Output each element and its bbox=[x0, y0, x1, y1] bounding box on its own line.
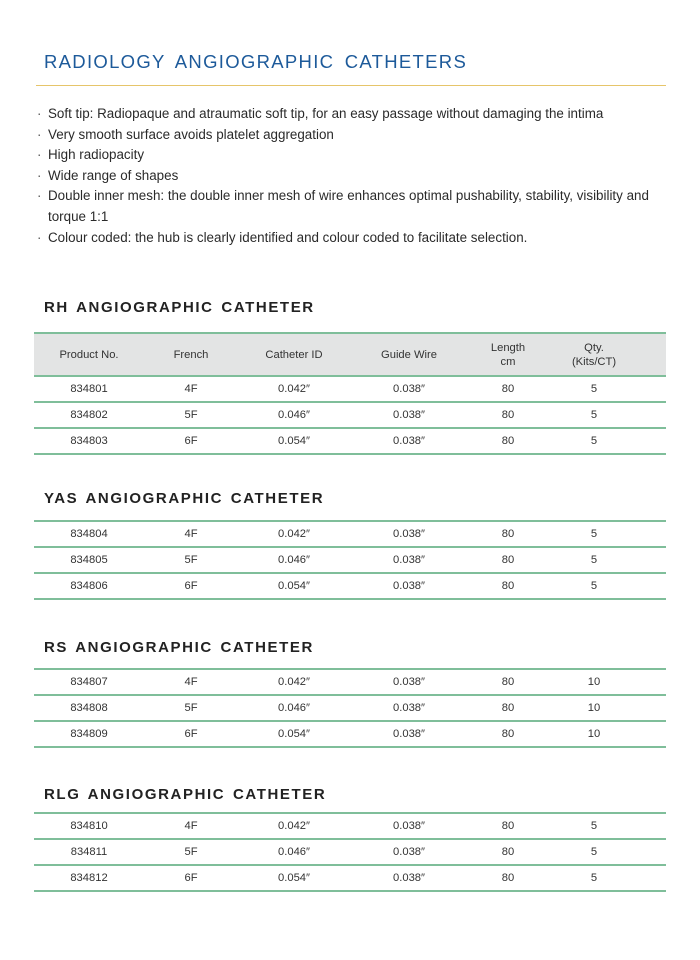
cell-guide-wire: 0.038″ bbox=[393, 872, 425, 884]
header-qty bbox=[548, 334, 640, 375]
header-qty-label: Qty. bbox=[584, 341, 604, 354]
header-qty-unit: (Kits/CT) bbox=[571, 355, 617, 368]
cell-qty: 5 bbox=[590, 820, 598, 832]
rs-catheter-table bbox=[34, 668, 666, 748]
feature-item: · Wide range of shapes bbox=[36, 166, 676, 187]
table-header bbox=[34, 332, 666, 377]
table-row bbox=[34, 866, 666, 892]
cell-product-no: 834810 bbox=[70, 820, 108, 832]
section-title-rs: RS ANGIOGRAPHIC CATHETER bbox=[44, 639, 314, 656]
cell-guide-wire: 0.038″ bbox=[393, 528, 425, 540]
cell-guide-wire: 0.038″ bbox=[393, 554, 425, 566]
section-title-yas: YAS ANGIOGRAPHIC CATHETER bbox=[44, 490, 325, 507]
header-french: French bbox=[173, 348, 209, 361]
table-row bbox=[34, 722, 666, 748]
table-row bbox=[34, 670, 666, 696]
cell-guide-wire: 0.038″ bbox=[393, 383, 425, 395]
table-row bbox=[34, 377, 666, 403]
cell-qty: 5 bbox=[590, 580, 598, 592]
cell-french: 4F bbox=[184, 528, 198, 540]
cell-catheter-id: 0.042″ bbox=[278, 676, 310, 688]
feature-item: · Very smooth surface avoids platelet aggregation bbox=[36, 125, 676, 146]
page-title: RADIOLOGY ANGIOGRAPHIC CATHETERS bbox=[44, 51, 468, 72]
cell-catheter-id: 0.042″ bbox=[278, 383, 310, 395]
cell-product-no: 834807 bbox=[70, 676, 108, 688]
table-row bbox=[34, 429, 666, 455]
cell-french: 6F bbox=[184, 580, 198, 592]
yas-catheter-table bbox=[34, 520, 666, 600]
cell-length: 80 bbox=[501, 872, 515, 884]
cell-french: 6F bbox=[184, 872, 198, 884]
cell-qty: 10 bbox=[587, 728, 601, 740]
cell-qty: 5 bbox=[590, 409, 598, 421]
cell-qty: 5 bbox=[590, 554, 598, 566]
cell-guide-wire: 0.038″ bbox=[393, 435, 425, 447]
header-length-unit: cm bbox=[500, 355, 516, 368]
cell-product-no: 834808 bbox=[70, 702, 108, 714]
cell-product-no: 834806 bbox=[70, 580, 108, 592]
table-row bbox=[34, 403, 666, 429]
cell-product-no: 834809 bbox=[70, 728, 108, 740]
cell-qty: 5 bbox=[590, 435, 598, 447]
feature-item: · Double inner mesh: the double inner mesh of wire enhances optimal pushability, stability, visibility and torque 1:1 bbox=[36, 186, 676, 227]
header-length-label: Length bbox=[490, 341, 526, 354]
cell-length: 80 bbox=[501, 580, 515, 592]
cell-guide-wire: 0.038″ bbox=[393, 820, 425, 832]
cell-qty: 5 bbox=[590, 846, 598, 858]
table-row bbox=[34, 574, 666, 600]
rh-catheter-table bbox=[34, 332, 666, 455]
cell-qty: 5 bbox=[590, 528, 598, 540]
header-guide-wire: Guide Wire bbox=[381, 348, 437, 361]
cell-qty: 10 bbox=[587, 702, 601, 714]
cell-length: 80 bbox=[501, 528, 515, 540]
header-catheter-id: Catheter ID bbox=[265, 348, 323, 361]
cell-french: 5F bbox=[184, 702, 198, 714]
feature-item: · Colour coded: the hub is clearly identified and colour coded to facilitate selection. bbox=[36, 228, 676, 249]
cell-length: 80 bbox=[501, 676, 515, 688]
cell-product-no: 834801 bbox=[70, 383, 108, 395]
cell-french: 4F bbox=[184, 676, 198, 688]
rlg-catheter-table bbox=[34, 812, 666, 892]
cell-length: 80 bbox=[501, 383, 515, 395]
cell-product-no: 834805 bbox=[70, 554, 108, 566]
cell-catheter-id: 0.046″ bbox=[278, 846, 310, 858]
cell-catheter-id: 0.046″ bbox=[278, 554, 310, 566]
table-row bbox=[34, 814, 666, 840]
cell-product-no: 834811 bbox=[70, 846, 108, 858]
cell-qty: 5 bbox=[590, 383, 598, 395]
cell-length: 80 bbox=[501, 846, 515, 858]
cell-catheter-id: 0.046″ bbox=[278, 409, 310, 421]
feature-list bbox=[36, 104, 676, 248]
cell-guide-wire: 0.038″ bbox=[393, 409, 425, 421]
cell-product-no: 834802 bbox=[70, 409, 108, 421]
cell-product-no: 834803 bbox=[70, 435, 108, 447]
cell-guide-wire: 0.038″ bbox=[393, 846, 425, 858]
cell-length: 80 bbox=[501, 728, 515, 740]
cell-guide-wire: 0.038″ bbox=[393, 702, 425, 714]
cell-product-no: 834812 bbox=[70, 872, 108, 884]
cell-catheter-id: 0.054″ bbox=[278, 728, 310, 740]
header-product-no: Product No. bbox=[59, 348, 119, 361]
cell-french: 4F bbox=[184, 820, 198, 832]
cell-length: 80 bbox=[501, 409, 515, 421]
cell-guide-wire: 0.038″ bbox=[393, 728, 425, 740]
cell-length: 80 bbox=[501, 702, 515, 714]
feature-item: · Soft tip: Radiopaque and atraumatic soft tip, for an easy passage without damaging the intima bbox=[36, 104, 676, 125]
cell-catheter-id: 0.042″ bbox=[278, 528, 310, 540]
table-row bbox=[34, 840, 666, 866]
cell-length: 80 bbox=[501, 820, 515, 832]
cell-qty: 10 bbox=[587, 676, 601, 688]
title-divider bbox=[36, 85, 666, 86]
cell-catheter-id: 0.054″ bbox=[278, 580, 310, 592]
cell-catheter-id: 0.054″ bbox=[278, 435, 310, 447]
table-row bbox=[34, 522, 666, 548]
cell-catheter-id: 0.042″ bbox=[278, 820, 310, 832]
cell-catheter-id: 0.054″ bbox=[278, 872, 310, 884]
cell-french: 5F bbox=[184, 409, 198, 421]
table-row bbox=[34, 696, 666, 722]
header-length bbox=[468, 334, 548, 375]
cell-french: 5F bbox=[184, 554, 198, 566]
cell-french: 5F bbox=[184, 846, 198, 858]
cell-guide-wire: 0.038″ bbox=[393, 676, 425, 688]
cell-length: 80 bbox=[501, 435, 515, 447]
cell-guide-wire: 0.038″ bbox=[393, 580, 425, 592]
section-title-rh: RH ANGIOGRAPHIC CATHETER bbox=[44, 299, 315, 316]
cell-catheter-id: 0.046″ bbox=[278, 702, 310, 714]
cell-french: 6F bbox=[184, 728, 198, 740]
cell-product-no: 834804 bbox=[70, 528, 108, 540]
table-row bbox=[34, 548, 666, 574]
feature-item: · High radiopacity bbox=[36, 145, 676, 166]
cell-qty: 5 bbox=[590, 872, 598, 884]
section-title-rlg: RLG ANGIOGRAPHIC CATHETER bbox=[44, 786, 327, 803]
cell-length: 80 bbox=[501, 554, 515, 566]
cell-french: 4F bbox=[184, 383, 198, 395]
cell-french: 6F bbox=[184, 435, 198, 447]
